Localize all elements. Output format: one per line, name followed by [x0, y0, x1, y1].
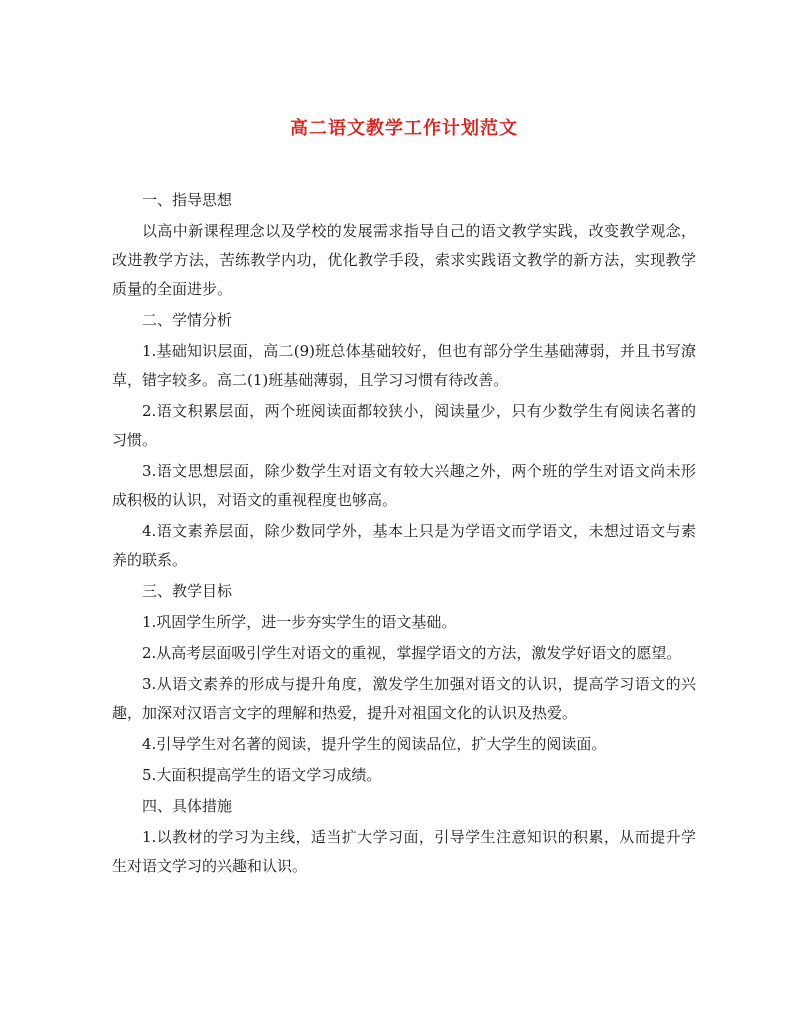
paragraph-goal-3: 3.从语文素养的形成与提升角度，激发学生加强对语文的认识，提高学习语文的兴趣，加深对汉语言文字的理解和热爱，提升对祖国文化的认识及热爱。 — [112, 675, 696, 722]
paragraph-goal-5: 5.大面积提高学生的语文学习成绩。 — [142, 766, 382, 784]
section-heading-student-analysis: 二、学情分析 — [142, 311, 233, 329]
paragraph-goal-2: 2.从高考层面吸引学生对语文的重视，掌握学语文的方法，激发学好语文的愿望。 — [142, 644, 682, 662]
document-title: 高二语文教学工作计划范文 — [290, 118, 518, 139]
document-page — [112, 112, 696, 883]
paragraph-guiding-thought: 以高中新课程理念以及学校的发展需求指导自己的语文教学实践，改变教学观念，改进教学方法，苦练教学内功，优化教学手段，索求实践语文教学的新方法，实现教学质量的全面进步。 — [112, 222, 696, 298]
paragraph-measure-1: 1.以教材的学习为主线，适当扩大学习面，引导学生注意知识的积累，从而提升学生对语文学习的兴趣和认识。 — [112, 828, 696, 875]
section-heading-guiding-thought: 一、指导思想 — [142, 191, 233, 209]
paragraph-goal-4: 4.引导学生对名著的阅读，提升学生的阅读品位，扩大学生的阅读面。 — [142, 735, 607, 753]
paragraph-analysis-3: 3.语文思想层面，除少数学生对语文有较大兴趣之外，两个班的学生对语文尚未形成积极的认识，对语文的重视程度也够高。 — [112, 462, 696, 509]
paragraph-analysis-1: 1.基础知识层面，高二(9)班总体基础较好，但也有部分学生基础薄弱，并且书写潦草，错字较多。高二(1)班基础薄弱，且学习习惯有待改善。 — [112, 342, 696, 389]
paragraph-goal-1: 1.巩固学生所学，进一步夯实学生的语文基础。 — [142, 613, 457, 631]
paragraph-analysis-2: 2.语文积累层面，两个班阅读面都较狭小，阅读量少，只有少数学生有阅读名著的习惯。 — [112, 402, 696, 449]
paragraph-analysis-4: 4.语文素养层面，除少数同学外，基本上只是为学语文而学语文，未想过语文与素养的联系。 — [112, 522, 696, 569]
section-heading-teaching-goals: 三、教学目标 — [142, 582, 233, 600]
section-heading-measures: 四、具体措施 — [142, 797, 233, 815]
